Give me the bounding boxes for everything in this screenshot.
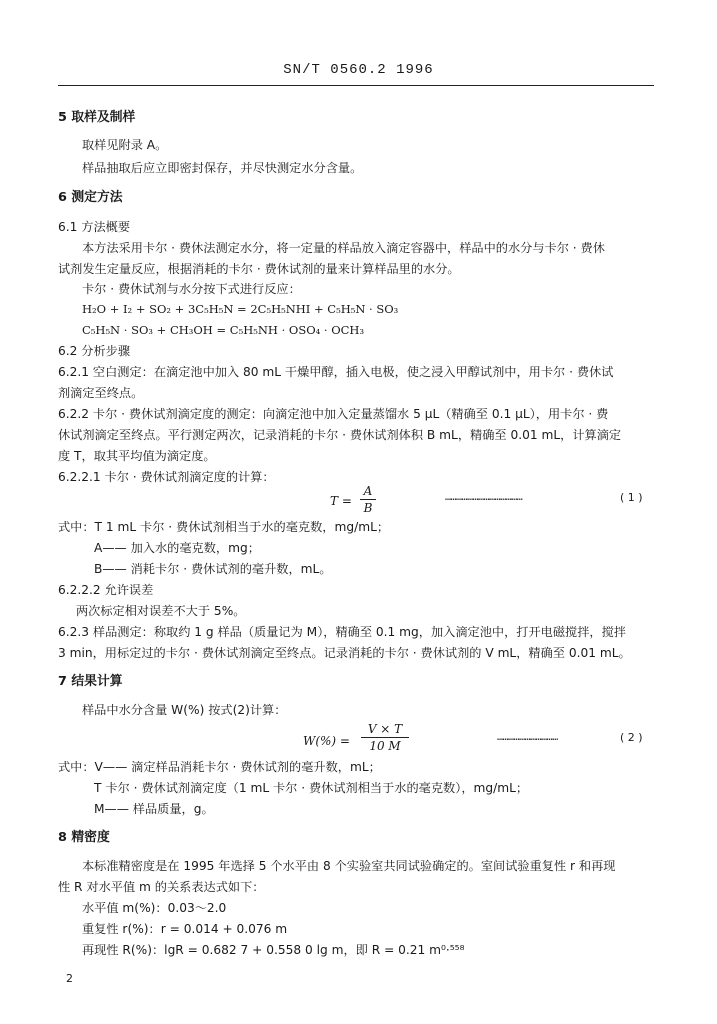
section-5-paragraph-2: 样品抽取后应立即密封保存，并尽快测定水分含量。 xyxy=(82,161,363,175)
reaction-equation-1: H₂O + I₂ + SO₂ + 3C₅H₅N = 2C₅H₅NHI + C₅H₅N · SO₃ xyxy=(82,302,399,316)
clause-6-2-title: 6.2 分析步骤 xyxy=(58,344,131,358)
formula-1-denominator: B xyxy=(363,501,373,515)
formula-1-fraction-bar xyxy=(360,499,376,500)
formula-1-number: ( 1 ) xyxy=(620,491,643,504)
section-8-paragraph-line-2: 性 R 对水平值 m 的关系表达式如下： xyxy=(58,880,265,894)
section-7-intro: 样品中水分含量 W(%) 按式(2)计算： xyxy=(82,703,287,717)
formula-2-fraction-bar xyxy=(361,737,409,738)
clause-6-1-paragraph-line-1: 本方法采用卡尔 · 费休法测定水分，将一定量的样品放入滴定容器中，样品中的水分与卡尔 · 费休 xyxy=(82,241,605,255)
section-8-title: 8 精密度 xyxy=(58,830,110,845)
formula-1-leader-dots: …………………………………… xyxy=(445,492,523,503)
clause-6-2-2-line-3: 度 T，取其平均值为滴定度。 xyxy=(58,449,216,463)
clause-6-2-2-1-title: 6.2.2.1 卡尔 · 费休试剂滴定度的计算： xyxy=(58,470,275,484)
formula-2-where-v: 式中：V—— 滴定样品消耗卡尔 · 费休试剂的毫升数，mL； xyxy=(58,760,381,774)
clause-6-1-title: 6.1 方法概要 xyxy=(58,220,131,234)
formula-1-fraction xyxy=(360,484,376,515)
clause-6-2-2-line-2: 休试剂滴定至终点。平行测定两次，记录消耗的卡尔 · 费休试剂体积 B mL，精确至 0.01 mL，计算滴定 xyxy=(58,428,622,442)
clause-6-2-3-line-2: 3 min，用标定过的卡尔 · 费休试剂滴定至终点。记录消耗的卡尔 · 费休试剂的 V mL，精确至 0.01 mL。 xyxy=(58,646,631,660)
formula-1-numerator: A xyxy=(363,484,373,498)
section-5-title: 5 取样及制样 xyxy=(58,110,136,125)
clause-6-2-1-line-1: 6.2.1 空白测定：在滴定池中加入 80 mL 干燥甲醇，插入电极，使之浸入甲醇试剂中，用卡尔 · 费休试 xyxy=(58,365,614,379)
clause-6-2-1-line-2: 剂滴定至终点。 xyxy=(58,386,144,400)
reaction-equation-2: C₅H₅N · SO₃ + CH₃OH = C₅H₅NH · OSO₄ · OCH₃ xyxy=(82,323,365,337)
formula-2-lhs: W(%) = xyxy=(303,734,350,748)
clause-6-1-paragraph-line-2: 试剂发生定量反应，根据消耗的卡尔 · 费休试剂的量来计算样品里的水分。 xyxy=(58,262,460,276)
section-7-title: 7 结果计算 xyxy=(58,674,123,689)
precision-repeatability: 重复性 r(%)：r = 0.014 + 0.076 m xyxy=(82,922,288,936)
formula-1-lhs: T = xyxy=(330,494,352,508)
standard-code-header: SN/T 0560.2 1996 xyxy=(283,62,434,78)
section-5-paragraph-1: 取样见附录 A。 xyxy=(82,138,168,152)
formula-2-denominator: 10 M xyxy=(369,739,401,753)
formula-2-where-m: M—— 样品质量，g。 xyxy=(94,802,214,816)
precision-reproducibility: 再现性 R(%)：lgR = 0.682 7 + 0.558 0 lg m，即 R = 0.21 m⁰·⁵⁵⁸ xyxy=(82,943,465,957)
formula-2-where-t: T 卡尔 · 费休试剂滴定度（1 mL 卡尔 · 费休试剂相当于水的毫克数），mg/mL； xyxy=(94,781,529,795)
formula-2-number: ( 2 ) xyxy=(620,731,643,744)
clause-6-2-3-line-1: 6.2.3 样品测定：称取约 1 g 样品（质量记为 M），精确至 0.1 mg，加入滴定池中，打开电磁搅拌，搅拌 xyxy=(58,625,626,639)
header-rule xyxy=(58,85,654,86)
clause-6-2-2-2-text: 两次标定相对误差不大于 5%。 xyxy=(76,604,246,618)
precision-level-range: 水平值 m(%)：0.03～2.0 xyxy=(82,901,227,915)
section-8-paragraph-line-1: 本标准精密度是在 1995 年选择 5 个水平由 8 个实验室共同试验确定的。室间试验重复性 r 和再现 xyxy=(82,859,616,873)
section-6-title: 6 测定方法 xyxy=(58,190,123,205)
formula-1-where-a: A—— 加入水的毫克数，mg； xyxy=(94,541,260,555)
formula-1-where-b: B—— 消耗卡尔 · 费休试剂的毫升数，mL。 xyxy=(94,562,332,576)
formula-1-where-t: 式中：T 1 mL 卡尔 · 费休试剂相当于水的毫克数，mg/mL； xyxy=(58,520,390,534)
clause-6-1-reaction-intro: 卡尔 · 费休试剂与水分按下式进行反应： xyxy=(82,282,301,296)
clause-6-2-2-2-title: 6.2.2.2 允许误差 xyxy=(58,583,154,597)
clause-6-2-2-line-1: 6.2.2 卡尔 · 费休试剂滴定度的测定：向滴定池中加入定量蒸馏水 5 μL（精确至 0.1 μL），用卡尔 · 费 xyxy=(58,407,609,421)
formula-2-leader-dots: …………………………… xyxy=(497,732,558,743)
formula-2-fraction xyxy=(361,722,409,753)
page-number: 2 xyxy=(66,972,73,985)
formula-2-numerator: V × T xyxy=(367,722,403,736)
